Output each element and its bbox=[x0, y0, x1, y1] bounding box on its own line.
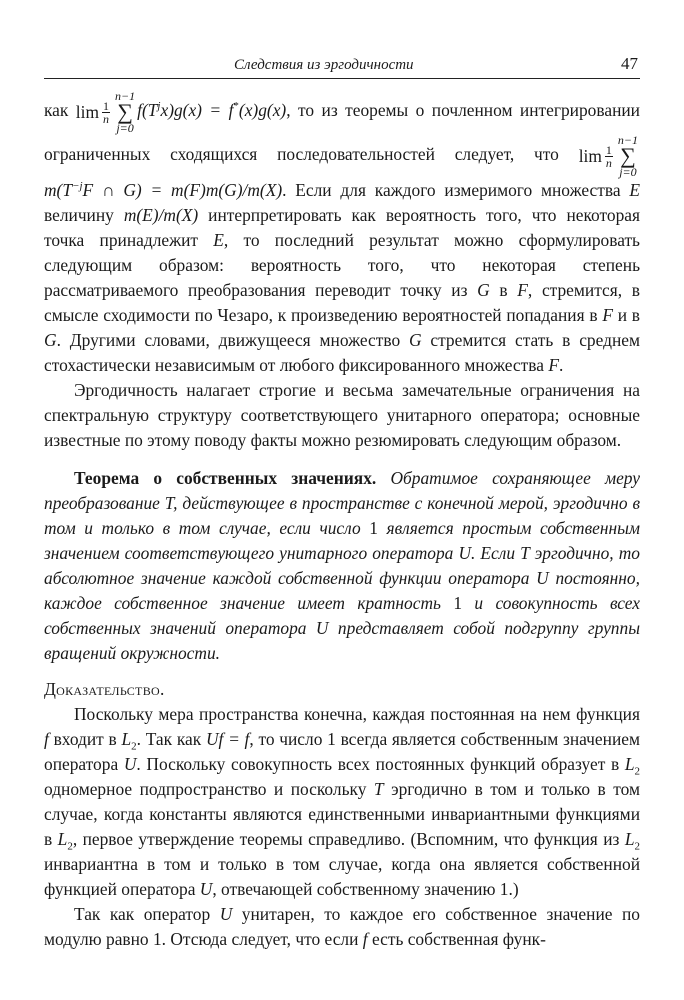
page-header bbox=[44, 54, 640, 79]
limit-expression-1: lim bbox=[75, 101, 99, 122]
sum-symbol-2: n−1 ∑ j=0 bbox=[617, 133, 638, 179]
limit-expression-2: lim bbox=[578, 145, 602, 166]
page-body bbox=[44, 90, 640, 952]
paragraph-ergodicity: Эргодичность налагает строгие и весьма замечательные ограничения на спектральную структуру соответствующего унитарного оператора; основные известные по этому поводу факты можно резюмировать следующим образом. bbox=[44, 380, 640, 450]
theorem-eigenvalues bbox=[44, 466, 640, 666]
fraction-one-over-n: $\frac{1}{n}$ bbox=[103, 98, 109, 126]
formula-2: $m(T^{-j}F$ ∩ G) = m(F)m(G)/m(X) bbox=[44, 180, 283, 200]
fraction-one-over-n-2: $\frac{1}{n}$ bbox=[605, 142, 612, 170]
theorem-title: Теорема о собственных значениях. bbox=[74, 468, 377, 488]
running-title: Следствия из эргодичности bbox=[234, 57, 414, 73]
proof-paragraph-1: Поскольку мера пространства конечна, каждая постоянная на нем функция f входит в $L_2$. Так как Uf = f, то число 1 всегда является собственным значением оператора U. Поскольку совокупность всех постоянных функций образует в $L_2$ одномерное подпространство и поскольку T эргодично в том и только в том случае, когда константы являются единственными инвариантными функциями в $L_2$, первое утверждение теоремы справедливо. (Вспомним, что функция из $L_2$ инвариантна в том и только в том случае, когда она является собственной функцией оператора U, отвечающей собственному значению 1.) bbox=[44, 704, 641, 899]
page-number: 47 bbox=[621, 54, 638, 73]
proof-label: Доказательство. bbox=[44, 679, 165, 699]
paragraph-limits: как lim $\frac{1}{n}$ n−1 ∑ j=0 $f(T^jx)g(x) = f^*(x)g(x)$, то из теоремы о почленном интегрировании ограниченных сходящихся последовательностей следует, что lim $\frac{1}{n}$ n−1 ∑ j=0 $m(T^{-j}F$ ∩ G) = m(F)m(G)/m(X). Если для каждого измеримого множества E величину m(E)/m(X) интерпретировать как вероятность того, что некоторая точка принадлежит E, то последний результат можно сформулировать следующим образом: вероятность того, что некоторая степень рассматриваемого преобразования переводит точку из G в F, стремится, в смысле сходимости по Чезаро, к произведению вероятностей попадания в F и в G. Другими словами, движущееся множество G стремится стать в среднем стохастически независимым от любого фиксированного множества F. bbox=[44, 89, 640, 375]
sum-symbol-1: n−1 ∑ j=0 bbox=[115, 89, 136, 135]
formula-1: $f(T^jx)g(x) = f^*(x)g(x)$ bbox=[137, 100, 287, 120]
theorem-statement: Обратимое сохраняющее меру преобразование T, действующее в пространстве с конечной мерой, эргодично в том и только в том случае, если число 1 является простым собственным значением соответствующего унитарного оператора U. Если T эргодично, то абсолютное значение каждой собственной функции оператора U постоянно, каждое собственное значение имеет кратность 1 и совокупность всех собственных значений оператора U представляет собой подгруппу группы вращений окружности. bbox=[44, 468, 640, 663]
proof-paragraph-2: Так как оператор U унитарен, то каждое его собственное значение по модулю равно 1. Отсюда следует, что если f есть собственная функ- bbox=[44, 904, 640, 949]
